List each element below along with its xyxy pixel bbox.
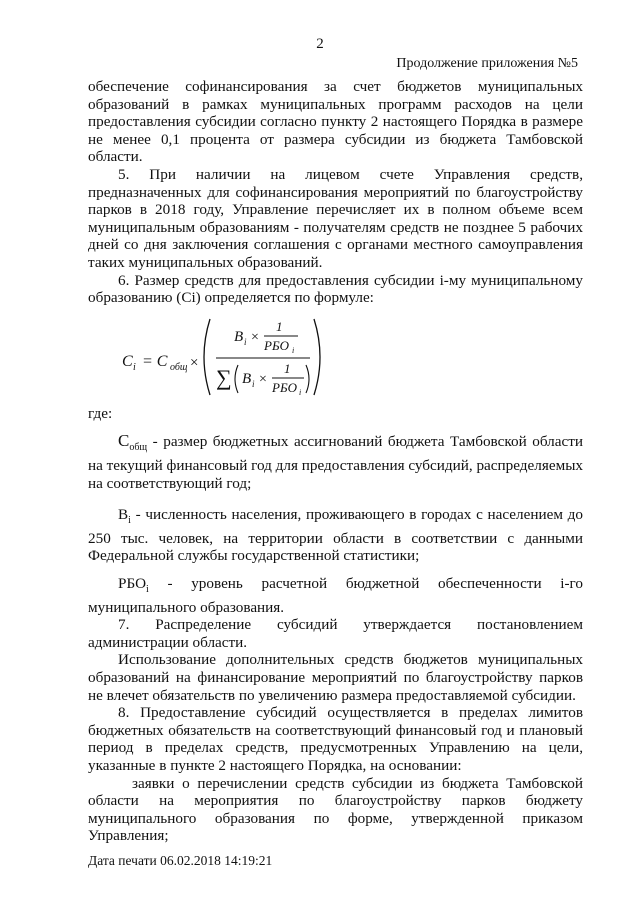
formula-one-den: 1 bbox=[284, 360, 291, 376]
appendix-note: Продолжение приложения №5 bbox=[396, 56, 578, 71]
formula-rbo-den: РБО bbox=[272, 379, 297, 395]
paragraph-5: 5. При наличии на лицевом счете Управления средств, предназначенных для софинансирования мероприятий по благоустройству парков в 2018 году, Управление перечисляет их в полном объеме всем муниципальным образованиям - получателям средств не позднее 5 рабочих дней со дня заключения соглашения с органами местного самоуправления таких муниципальных образований. bbox=[88, 165, 583, 271]
formula-c: C bbox=[122, 352, 133, 370]
page-number: 2 bbox=[316, 36, 324, 52]
formula-eq-cobsh: = C bbox=[142, 352, 168, 370]
where-label: где: bbox=[88, 404, 113, 422]
document-body bbox=[88, 78, 583, 845]
definition-cobsh-symbol: С bbox=[118, 431, 130, 451]
definition-rbo bbox=[88, 575, 583, 616]
paragraph-8-item: заявки о перечислении средств субсидии из бюджета Тамбовской области на мероприятия по благоустройству парков бюджету муниципального образования по форме, утвержденной приказом Управления; bbox=[88, 774, 583, 845]
formula-cobsh-sub: общ bbox=[170, 361, 188, 373]
definition-bi bbox=[88, 506, 583, 565]
paragraph-6: 6. Размер средств для предоставления субсидии i-му муниципальному образованию (Ci) определяется по формуле: bbox=[88, 271, 583, 307]
definition-rbo-text: - уровень расчетной бюджетной обеспеченности i-го муниципального образования. bbox=[88, 574, 583, 616]
definition-cobsh-sub: общ bbox=[129, 442, 148, 454]
definition-cobsh-text: - размер бюджетных ассигнований бюджета Тамбовской области на текущий финансовый год для предоставления субсидий, распределяемых на соответствующий год; bbox=[88, 433, 583, 492]
formula-rbo-sub: i bbox=[292, 345, 295, 355]
formula-sigma: ∑ bbox=[216, 364, 232, 390]
paragraph-8: 8. Предоставление субсидий осуществляется в пределах лимитов бюджетных обязательств на соответствующий финансовый год и плановый период в пределах средств, предусмотренных Управлению на цели, указанные в пункте 2 настоящего Порядка, на основании: bbox=[88, 704, 583, 774]
formula-rbo-den-sub: i bbox=[299, 387, 302, 397]
formula-c-sub: i bbox=[133, 361, 136, 373]
definition-rbo-symbol: РБО bbox=[118, 574, 147, 592]
subsidy-formula bbox=[88, 313, 583, 401]
formula-b-den-sub: i bbox=[252, 378, 255, 389]
definition-rbo-sub: i bbox=[146, 583, 149, 595]
formula-b: B bbox=[234, 328, 244, 345]
paragraph-continuation: обеспечение софинансирования за счет бюджетов муниципальных образований в рамках муниципальных программ расходов на цели предоставления субсидии согласно пункту 2 настоящего Порядка в размере не менее 0,1 процента от размера субсидии из бюджета Тамбовской области. bbox=[88, 78, 583, 166]
formula-times-2: × bbox=[251, 329, 259, 345]
formula-times-3: × bbox=[259, 371, 267, 387]
definition-bi-sub: i bbox=[128, 515, 131, 527]
paragraph-7: 7. Распределение субсидий утверждается постановлением администрации области. bbox=[88, 616, 583, 651]
definition-cobsh bbox=[88, 432, 583, 492]
formula-times: × bbox=[190, 354, 199, 371]
formula-one: 1 bbox=[276, 318, 283, 334]
formula-b-sub: i bbox=[244, 336, 247, 347]
formula-svg bbox=[88, 313, 348, 401]
formula-rbo: РБО bbox=[264, 337, 289, 353]
paragraph-7-additional: Использование дополнительных средств бюджетов муниципальных образований на финансирование мероприятий по благоустройству парков не влечет обязательств по увеличению размера предоставляемой субсидии. bbox=[88, 651, 583, 704]
definition-bi-text: - численность населения, проживающего в городах с населением до 250 тыс. человек, на территории области в соответствии с данными Федеральной службы государственной статистики; bbox=[88, 506, 583, 565]
definition-bi-symbol: В bbox=[118, 506, 129, 524]
formula-b-den: B bbox=[242, 370, 252, 387]
print-date: Дата печати 06.02.2018 14:19:21 bbox=[88, 853, 273, 868]
